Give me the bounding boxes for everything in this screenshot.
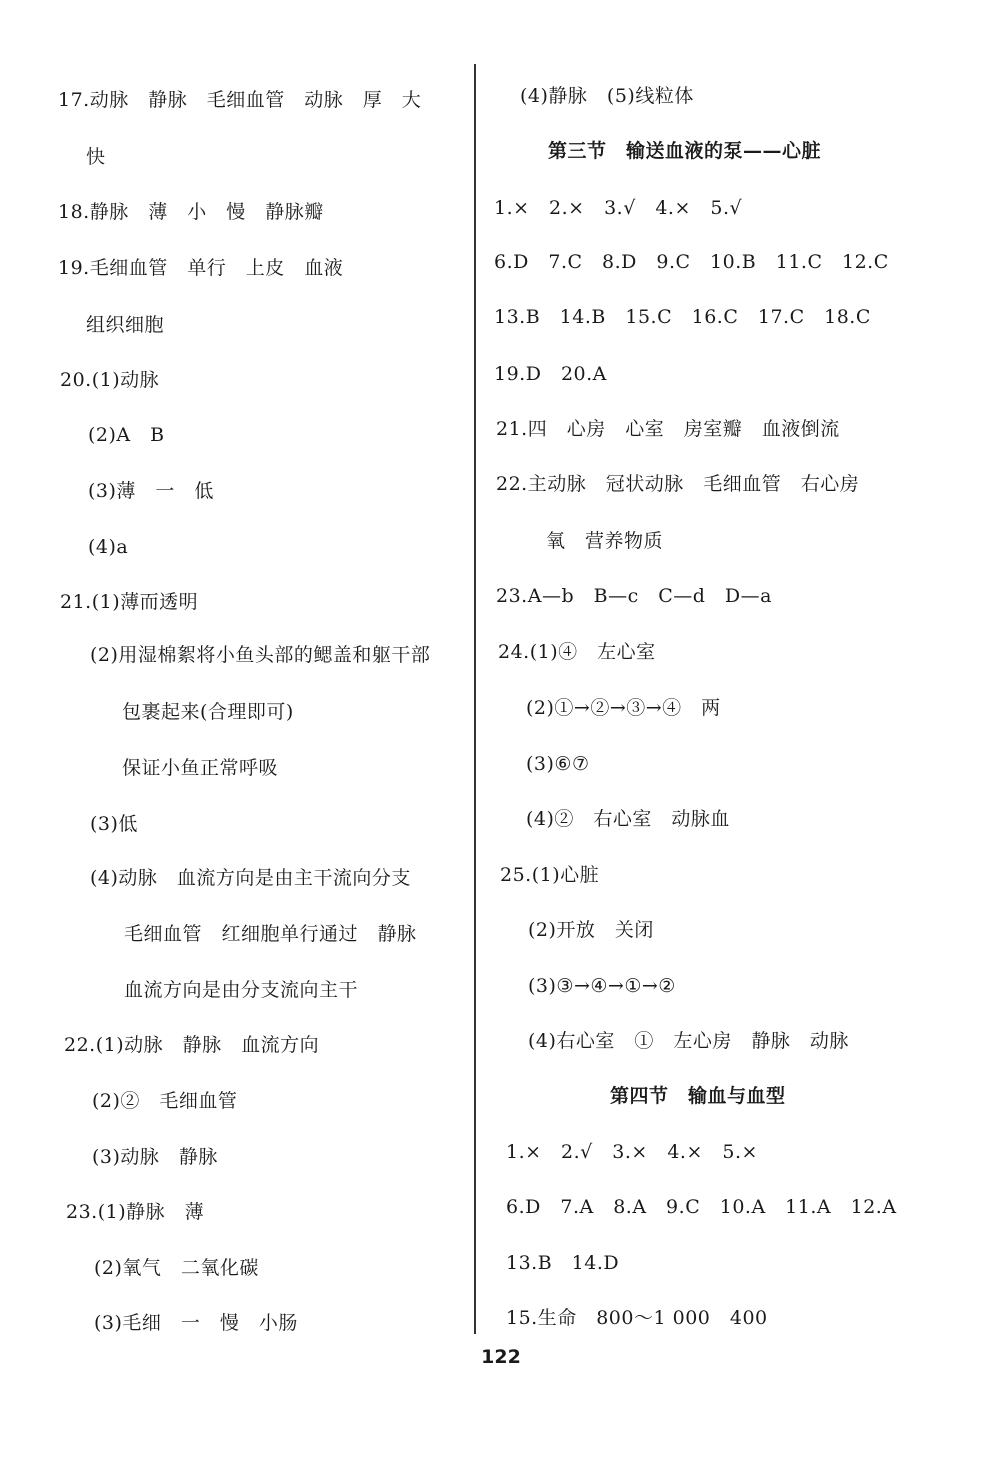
answer-line: 1.× 2.√ 3.× 4.× 5.×: [506, 1141, 758, 1163]
answer-line: (3)③→④→①→②: [528, 975, 676, 997]
answer-line: (3)薄 一 低: [88, 480, 214, 502]
answer-line: 19.毛细血管 单行 上皮 血液: [58, 257, 344, 279]
answer-line: (4)② 右心室 动脉血: [526, 808, 730, 830]
answer-line: 快: [86, 146, 106, 168]
answer-line: 6.D 7.C 8.D 9.C 10.B 11.C 12.C: [494, 251, 889, 273]
answer-line: (2)② 毛细血管: [92, 1090, 238, 1112]
section-heading: 第三节 输送血液的泵——心脏: [548, 140, 822, 162]
answer-line: (4)右心室 ① 左心房 静脉 动脉: [528, 1030, 849, 1052]
answer-line: 20.(1)动脉: [60, 369, 160, 391]
answer-line: (2)用湿棉絮将小鱼头部的鳃盖和躯干部: [90, 644, 431, 666]
answer-line: 25.(1)心脏: [500, 864, 600, 886]
answer-line: (3)动脉 静脉: [92, 1146, 218, 1168]
section-heading: 第四节 输血与血型: [610, 1085, 786, 1107]
answer-line: 19.D 20.A: [494, 363, 607, 385]
answer-line: 毛细血管 红细胞单行通过 静脉: [124, 923, 417, 945]
column-divider: [474, 64, 476, 1334]
answer-line: 15.生命 800～1 000 400: [506, 1307, 768, 1329]
answer-line: 22.(1)动脉 静脉 血流方向: [64, 1034, 320, 1056]
answer-line: (3)低: [90, 813, 138, 835]
answer-line: (2)A B: [88, 424, 165, 446]
answer-line: 21.(1)薄而透明: [60, 591, 199, 613]
answer-line: 氧 营养物质: [546, 530, 664, 552]
answer-line: (2)①→②→③→④ 两: [526, 697, 721, 719]
answer-line: 6.D 7.A 8.A 9.C 10.A 11.A 12.A: [506, 1196, 897, 1218]
answer-line: 包裹起来(合理即可): [122, 701, 294, 723]
answer-line: 13.B 14.D: [506, 1252, 620, 1274]
answer-line: (2)开放 关闭: [528, 919, 654, 941]
answer-line: 1.× 2.× 3.√ 4.× 5.√: [494, 197, 743, 219]
answer-line: (3)毛细 一 慢 小肠: [94, 1312, 298, 1334]
answer-line: 血流方向是由分支流向主干: [124, 979, 359, 1001]
answer-line: 13.B 14.B 15.C 16.C 17.C 18.C: [494, 306, 871, 328]
answer-line: 21.四 心房 心室 房室瓣 血液倒流: [496, 418, 840, 440]
answer-line: (4)a: [88, 536, 129, 558]
page-number: 122: [481, 1346, 521, 1368]
answer-line: (2)氧气 二氧化碳: [94, 1257, 259, 1279]
answer-line: 22.主动脉 冠状动脉 毛细血管 右心房: [496, 473, 860, 495]
answer-line: 23.(1)静脉 薄: [66, 1201, 205, 1223]
answer-line: 保证小鱼正常呼吸: [122, 757, 279, 779]
answer-line: 17.动脉 静脉 毛细血管 动脉 厚 大: [58, 89, 422, 111]
answer-line: 18.静脉 薄 小 慢 静脉瓣: [58, 201, 324, 223]
answer-line: (4)静脉 (5)线粒体: [520, 85, 694, 107]
answer-line: (3)⑥⑦: [526, 753, 590, 775]
answer-line: 24.(1)④ 左心室: [498, 641, 656, 663]
answer-line: 23.A—b B—c C—d D—a: [496, 585, 772, 607]
answer-line: (4)动脉 血流方向是由主干流向分支: [90, 867, 411, 889]
answer-line: 组织细胞: [86, 314, 165, 336]
